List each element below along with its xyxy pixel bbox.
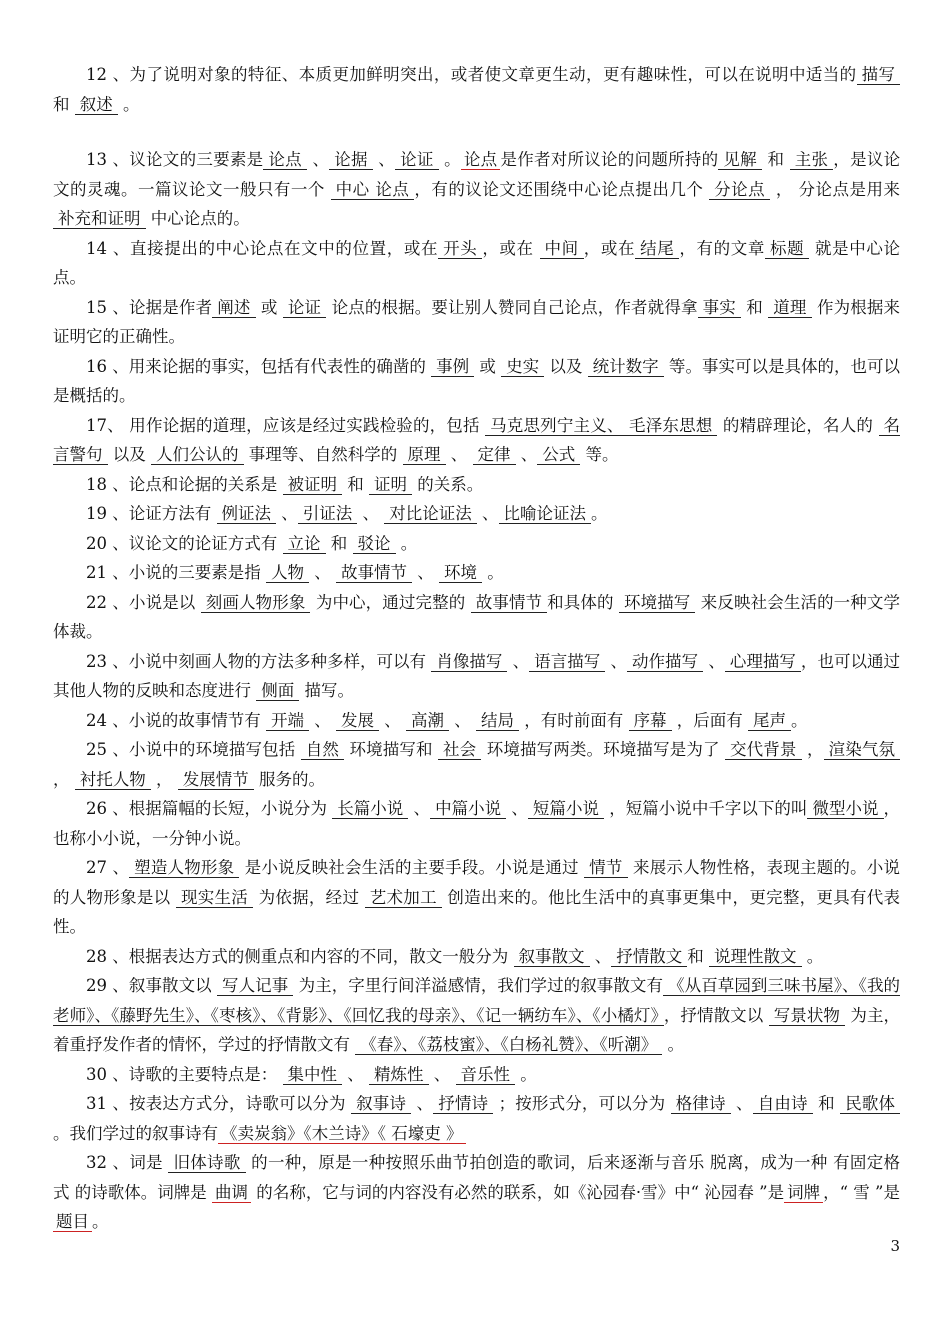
answer-blank: 高潮	[406, 711, 449, 731]
question-text: ，	[53, 769, 75, 789]
question-text: 为主，字里行间洋溢感情，我们学过的叙事散文有	[293, 976, 664, 995]
question-paragraph	[53, 794, 900, 853]
question-paragraph	[53, 1060, 900, 1090]
answer-blank: 定律	[473, 445, 516, 465]
question-text: 或	[474, 356, 502, 376]
question-text: 和具体的	[547, 592, 619, 612]
question-paragraph	[53, 293, 900, 352]
answer-blank: 艺术加工	[365, 888, 442, 908]
answer-blank: 抒情诗	[433, 1094, 493, 1114]
question-paragraph	[53, 558, 900, 588]
answer-blank: 自由诗	[753, 1094, 813, 1114]
question-paragraph	[53, 706, 900, 736]
answer-blank: 被证明	[283, 475, 343, 495]
question-text: 创造出来的。他比生活中的真事更集中，更完整，更具有代表性。	[53, 887, 901, 936]
question-text: 、	[605, 651, 628, 671]
answer-blank: 渲染气氛	[824, 740, 900, 760]
question-text: 30 、诗歌的主要特点是：	[86, 1064, 283, 1084]
question-text: 13 、议论文的三要素是	[86, 150, 264, 169]
answer-blank: 肖像描写	[431, 652, 507, 672]
answer-blank: 例证法	[217, 504, 277, 524]
question-text: 26 、根据篇幅的长短，小说分为	[86, 799, 333, 818]
answer-blank: 环境描写	[619, 593, 695, 613]
question-paragraph	[53, 499, 900, 529]
question-text: 20 、议论文的论证方式有	[86, 533, 283, 553]
answer-blank: 主张	[790, 150, 834, 170]
answer-blank: 人们公认的	[151, 445, 244, 465]
question-paragraph	[53, 1148, 900, 1237]
answer-blank: 描写	[857, 65, 900, 85]
question-text: 。	[92, 1212, 109, 1231]
question-text: 、	[411, 1094, 434, 1113]
question-text: 的精辟理论，名人的	[717, 415, 879, 435]
question-text: 为中心，通过完整的	[310, 592, 471, 612]
answer-blank: 论据	[329, 150, 373, 170]
answer-blank: 论点	[263, 150, 307, 170]
answer-blank: 叙事诗	[351, 1094, 411, 1114]
answer-blank: 标题	[765, 239, 809, 259]
answer-blank: 民歌体	[840, 1094, 900, 1114]
answer-blank: 分论点	[709, 180, 770, 200]
answer-blank: 发展	[336, 711, 379, 731]
question-text: 来展示人物性格，表现主题的。小说的人物形象是以	[53, 858, 900, 907]
question-paragraph	[53, 971, 900, 1060]
question-text: 以及	[544, 356, 588, 376]
question-text: 。	[395, 533, 418, 553]
question-text: ，或在	[583, 238, 636, 258]
question-paragraph	[53, 853, 900, 942]
question-text: 。	[791, 710, 808, 730]
answer-blank: 开头	[438, 239, 482, 259]
question-text: 事理等、自然科学的	[243, 445, 403, 464]
answer-blank: 人物	[266, 563, 309, 583]
answer-blank: 刻画人物形象	[201, 593, 311, 613]
question-text: 和	[53, 94, 75, 114]
question-text: 17、 用作论据的道理，应该是经过实践检验的，包括	[86, 415, 486, 435]
answer-blank: 尾声	[748, 711, 791, 731]
question-text: 。	[591, 504, 608, 523]
question-text: ，抒情散文以	[663, 1005, 769, 1025]
answer-blank: 集中性	[283, 1065, 343, 1085]
question-text: 是作者对所议论的问题所持的	[500, 150, 719, 169]
answer-blank: 中间	[540, 239, 584, 259]
answer-blank: 论证	[395, 150, 439, 170]
answer-blank: 比喻论证法	[499, 504, 592, 524]
answer-blank: 短篇小说	[528, 799, 604, 819]
answer-blank: 音乐性	[456, 1065, 516, 1085]
question-text: 23 、小说中刻画人物的方法多种多样，可以有	[86, 651, 432, 671]
question-text: 以及	[107, 445, 151, 464]
answer-blank: 道理	[768, 298, 811, 318]
answer-blank: 证明	[369, 475, 412, 495]
question-text: 16 、用来论据的事实，包括有代表性的确凿的	[86, 356, 432, 376]
answer-blank-red: 题目	[53, 1212, 92, 1232]
answer-blank: 《春》、《荔枝蜜》、《白杨礼赞》、《听潮》	[355, 1035, 662, 1055]
question-text: 、	[408, 799, 431, 818]
answer-blank-red: 词牌	[784, 1183, 823, 1203]
answer-blank: 结局	[476, 711, 519, 731]
question-text: 、	[372, 150, 396, 169]
question-text: ，有的文章	[679, 238, 765, 258]
answer-blank: 中心 论点	[331, 180, 415, 200]
question-text: ，或在	[482, 238, 540, 258]
question-text: 。	[801, 946, 824, 966]
question-text: ，也可以通过其他人物的反映和态度进行	[53, 651, 900, 700]
question-text: ，是议论文的灵魂。一篇议论文一般只有一个	[53, 150, 901, 199]
question-text: 等。事实可以是具体的，也可以是概括的。	[53, 356, 901, 405]
answer-blank: 写景状物	[769, 1006, 845, 1026]
question-text: 环境描写和	[344, 740, 439, 759]
answer-blank: 心理描写	[725, 652, 801, 672]
question-text: 的关系。	[412, 474, 484, 494]
answer-blank: 公式	[537, 445, 580, 465]
question-text: ，“ 雪 ”是	[823, 1182, 900, 1202]
answer-blank: 旧体诗歌	[168, 1153, 245, 1173]
question-text: ，有时前面有	[519, 710, 629, 730]
question-text: 、	[449, 710, 476, 730]
question-text: ， 分论点是用来	[770, 179, 901, 199]
answer-blank: 引证法	[298, 504, 358, 524]
question-text: 、	[445, 445, 473, 464]
question-text: ，有的议论文还围绕中心论点提出几个	[414, 179, 710, 199]
question-text: 、	[309, 710, 336, 730]
answer-blank: 补充和证明	[53, 209, 146, 229]
question-text: 、	[412, 563, 439, 582]
answer-blank: 侧面	[256, 681, 299, 701]
question-text: 论点的根据。要让别人赞同自己论点，作者就得拿	[326, 297, 698, 317]
question-text: 和	[342, 474, 369, 494]
question-text: 、	[342, 1064, 369, 1084]
question-paragraph	[53, 1089, 900, 1148]
question-paragraph	[53, 234, 900, 293]
answer-blank-red: 论点	[461, 150, 501, 170]
question-paragraph	[53, 352, 900, 411]
answer-blank-red: 《卖炭翁》《木兰诗》《 石壕吏 》	[218, 1124, 466, 1144]
question-text: 来反映社会生活的一种文学体裁。	[53, 592, 901, 641]
answer-blank: 事实	[698, 298, 741, 318]
answer-blank: 情节	[584, 858, 627, 878]
question-text: 25 、小说中的环境描写包括	[86, 740, 301, 759]
question-text: 、	[515, 445, 538, 464]
question-text: 作为根据来证明它的正确性。	[53, 297, 901, 346]
question-paragraph	[53, 647, 900, 706]
question-text: 、	[703, 651, 725, 671]
question-paragraph	[53, 470, 900, 500]
answer-blank: 叙述	[75, 95, 118, 115]
question-paragraph	[53, 145, 900, 234]
question-text: 和	[761, 150, 790, 169]
question-text: 就是中心论点。	[53, 238, 901, 287]
question-text: ，短篇小说中千字以下的叫	[603, 799, 808, 818]
answer-blank: 长篇小说	[332, 799, 408, 819]
answer-blank: 自然	[301, 740, 344, 760]
question-text: ，	[801, 740, 824, 759]
question-paragraph	[53, 588, 900, 647]
answer-blank: 名言警句	[53, 415, 900, 464]
question-text: ，	[150, 769, 178, 789]
question-text: 等。	[580, 445, 619, 464]
answer-blank: 论证	[283, 298, 326, 318]
question-text: 、	[506, 799, 528, 818]
answer-blank: 马克思列宁主义、 毛泽东思想	[485, 416, 717, 436]
question-text: 、	[306, 150, 330, 169]
question-text: 29 、叙事散文以	[86, 976, 218, 995]
question-paragraph	[53, 60, 900, 119]
answer-blank: 社会	[438, 740, 481, 760]
question-text: 和	[812, 1094, 841, 1113]
question-text: 15 、论据是作者	[86, 297, 213, 317]
question-text: 31 、按表达方式分，诗歌可以分为	[86, 1094, 352, 1113]
answer-blank-red: 曲调	[212, 1183, 251, 1203]
answer-blank: 塑造人物形象	[129, 858, 239, 878]
question-text: 的一种，原是一种按照乐曲节拍创造的歌词，后来逐渐与音乐 脱离，成为一种 有固定格式 的诗歌体。词牌是	[53, 1153, 900, 1202]
question-text: 为主，着重抒发作者的情怀，学过的抒情散文有	[53, 1005, 901, 1054]
answer-blank: 原理	[403, 445, 446, 465]
question-text: 服务的。	[253, 769, 325, 789]
question-text: 、	[730, 1094, 753, 1113]
answer-blank: 抒情散文	[611, 947, 687, 967]
answer-blank: 阐述	[212, 298, 255, 318]
question-text: 或	[255, 297, 283, 317]
answer-blank: 中篇小说	[430, 799, 506, 819]
question-text: 为依据，经过	[253, 887, 365, 907]
question-text: 。我们学过的叙事诗有	[53, 1123, 218, 1143]
answer-blank: 见解	[718, 150, 762, 170]
question-text: 的名称，它与词的内容没有必然的联系，如《沁园春·雪》中“ 沁园春 ”是	[251, 1182, 785, 1202]
document-body	[53, 60, 900, 1237]
question-text: 环境描写两类。环境描写是为了	[481, 740, 726, 759]
question-text: 、	[276, 504, 298, 523]
question-text: 。	[438, 150, 461, 169]
answer-blank: 发展情节	[178, 770, 254, 790]
answer-blank: 统计数字	[588, 357, 664, 377]
question-text: 是小说反映社会生活的主要手段。小说是通过	[239, 858, 585, 877]
question-text: ；按形式分，可以分为	[493, 1094, 671, 1113]
question-text: 和	[325, 533, 353, 553]
question-text: 描写。	[299, 681, 354, 700]
question-text: 、	[589, 946, 612, 966]
question-text: 、	[476, 504, 499, 523]
question-text: 18 、论点和论据的关系是	[86, 474, 283, 494]
question-text: 27 、	[86, 858, 130, 877]
question-text: 。	[662, 1035, 684, 1054]
question-text: 28 、根据表达方式的侧重点和内容的不同，散文一般分为	[86, 946, 514, 966]
answer-blank: 立论	[283, 534, 326, 554]
question-text: 和	[740, 297, 769, 317]
question-text: 22 、小说是以	[86, 592, 201, 612]
answer-blank: 动作描写	[627, 652, 703, 672]
question-text: 中心论点的。	[145, 209, 250, 228]
question-text: 和	[687, 946, 709, 966]
answer-blank: 精炼性	[369, 1065, 429, 1085]
paragraph-spacer	[53, 119, 900, 145]
question-paragraph	[53, 529, 900, 559]
question-text: 24 、小说的故事情节有	[86, 710, 266, 730]
answer-blank: 开端	[266, 711, 309, 731]
answer-blank: 驳论	[353, 534, 396, 554]
question-text: 。	[482, 563, 504, 582]
question-text: 。	[117, 94, 140, 114]
question-text: 、	[379, 710, 406, 730]
question-text: 。	[515, 1064, 537, 1084]
question-text: 12 、为了说明对象的特征、本质更加鲜明突出，或者使文章更生动，更有趣味性，可以在说明中适当的	[86, 65, 857, 84]
answer-blank: 叙事散文	[514, 947, 590, 967]
question-text: 21 、小说的三要素是指	[86, 563, 266, 582]
answer-blank: 故事情节	[336, 563, 412, 583]
answer-blank: 微型小说	[807, 799, 883, 819]
question-text: ，也称小小说，一分钟小说。	[53, 799, 900, 848]
question-text: 、	[507, 651, 530, 671]
answer-blank: 环境	[439, 563, 482, 583]
answer-blank: 交代背景	[725, 740, 802, 760]
question-text: 、	[309, 563, 336, 582]
question-paragraph	[53, 735, 900, 794]
answer-blank: 史实	[501, 357, 544, 377]
answer-blank: 语言描写	[529, 652, 605, 672]
question-paragraph	[53, 942, 900, 972]
question-text: 14 、直接提出的中心论点在文中的位置，或在	[86, 238, 439, 258]
page-number: 3	[890, 1237, 900, 1255]
answer-blank: 结尾	[635, 239, 679, 259]
answer-blank: 说理性散文	[709, 947, 802, 967]
answer-blank: 对比论证法	[384, 504, 477, 524]
answer-blank: 写人记事	[217, 976, 293, 996]
answer-blank: 故事情节	[471, 593, 547, 613]
question-text: ，后面有	[671, 710, 748, 730]
question-text: 19 、论证方法有	[86, 504, 217, 523]
answer-blank: 现实生活	[176, 888, 253, 908]
question-paragraph	[53, 411, 900, 470]
answer-blank: 序幕	[629, 711, 672, 731]
answer-blank: 《从百草园到三味书屋》、《我的老师》、《藤野先生》、《枣核》、《背影》、《回忆我的母亲》、《记一辆纺车》、《小橘灯》	[53, 976, 901, 1025]
answer-blank: 格律诗	[671, 1094, 731, 1114]
answer-blank: 事例	[431, 357, 474, 377]
question-text: 、	[357, 504, 385, 523]
question-text: 、	[428, 1064, 456, 1084]
question-text: 32 、词是	[86, 1153, 169, 1172]
answer-blank: 衬托人物	[75, 770, 151, 790]
